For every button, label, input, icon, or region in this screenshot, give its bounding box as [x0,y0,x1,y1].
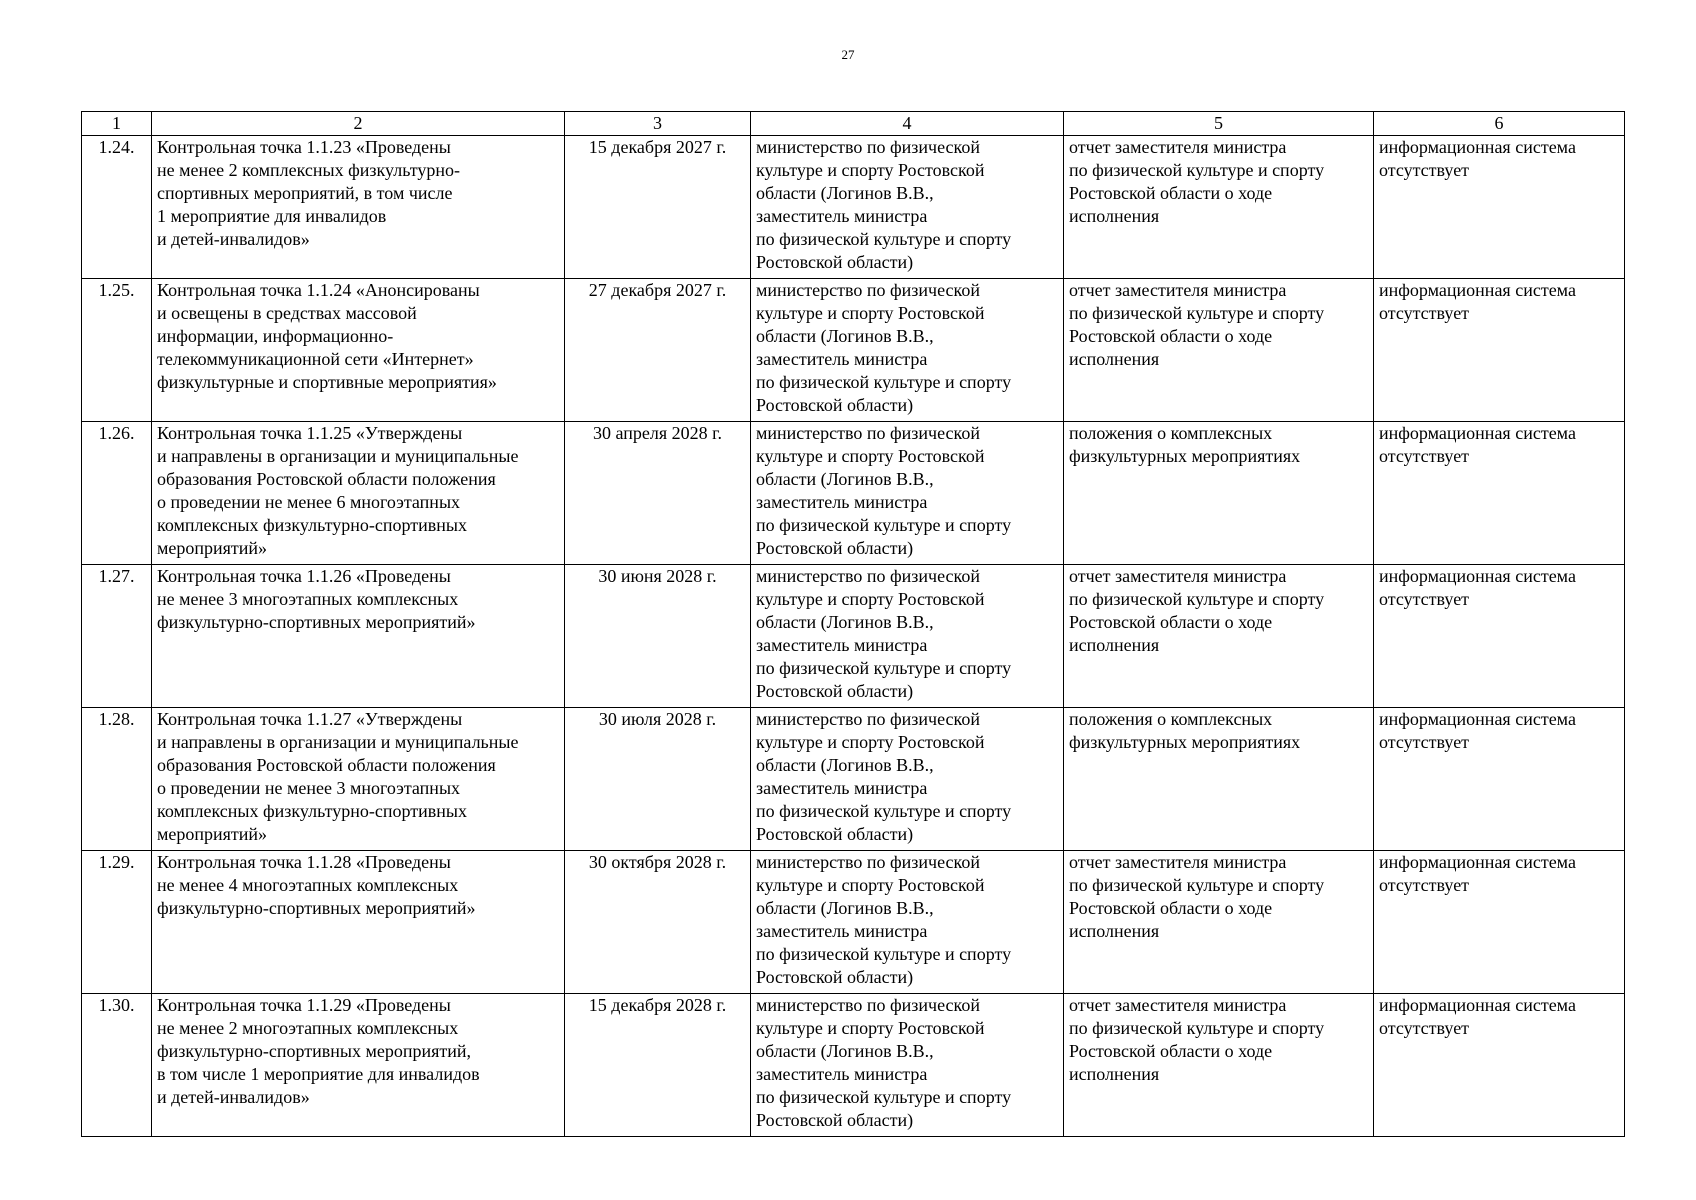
control-point-cell: Контрольная точка 1.1.27 «Утверждены и направлены в организации и муниципальные образования Ростовской области положения о проведении не менее 3 многоэтапных комплексных физкультурно-спортивных мероприятий» [152,708,565,851]
table-row [82,136,1625,279]
information-system-cell: информационная система отсутствует [1374,994,1625,1137]
responsible-cell: министерство по физической культуре и спорту Ростовской области (Логинов В.В., заместитель министра по физической культуре и спорту Ростовской области) [751,851,1064,994]
confirming-document-cell: отчет заместителя министра по физической культуре и спорту Ростовской области о ходе исполнения [1064,279,1374,422]
information-system-cell: информационная система отсутствует [1374,136,1625,279]
control-point-cell: Контрольная точка 1.1.25 «Утверждены и направлены в организации и муниципальные образования Ростовской области положения о проведении не менее 6 многоэтапных комплексных физкультурно-спортивных мероприятий» [152,422,565,565]
confirming-document-cell: отчет заместителя министра по физической культуре и спорту Ростовской области о ходе исполнения [1064,851,1374,994]
responsible-cell: министерство по физической культуре и спорту Ростовской области (Логинов В.В., заместитель министра по физической культуре и спорту Ростовской области) [751,422,1064,565]
deadline-cell: 15 декабря 2028 г. [565,994,751,1137]
responsible-cell: министерство по физической культуре и спорту Ростовской области (Логинов В.В., заместитель министра по физической культуре и спорту Ростовской области) [751,136,1064,279]
control-point-cell: Контрольная точка 1.1.23 «Проведены не менее 2 комплексных физкультурно- спортивных мероприятий, в том числе 1 мероприятие для инвалидов и детей-инвалидов» [152,136,565,279]
row-number-cell: 1.27. [82,565,152,708]
control-point-cell: Контрольная точка 1.1.24 «Анонсированы и освещены в средствах массовой информации, информационно- телекоммуникационной сети «Интернет» физкультурные и спортивные мероприятия» [152,279,565,422]
table-row [82,851,1625,994]
confirming-document-cell: положения о комплексных физкультурных мероприятиях [1064,422,1374,565]
table-row [82,994,1625,1137]
responsible-cell: министерство по физической культуре и спорту Ростовской области (Логинов В.В., заместитель министра по физической культуре и спорту Ростовской области) [751,279,1064,422]
control-point-cell: Контрольная точка 1.1.29 «Проведены не менее 2 многоэтапных комплексных физкультурно-спортивных мероприятий, в том числе 1 мероприятие для инвалидов и детей-инвалидов» [152,994,565,1137]
page-number: 27 [841,47,855,62]
confirming-document-cell: отчет заместителя министра по физической культуре и спорту Ростовской области о ходе исполнения [1064,565,1374,708]
column-header: 3 [565,112,751,136]
confirming-document-cell: положения о комплексных физкультурных мероприятиях [1064,708,1374,851]
information-system-cell: информационная система отсутствует [1374,565,1625,708]
deadline-cell: 15 декабря 2027 г. [565,136,751,279]
confirming-document-cell: отчет заместителя министра по физической культуре и спорту Ростовской области о ходе исполнения [1064,136,1374,279]
control-points-table [81,111,1625,1137]
responsible-cell: министерство по физической культуре и спорту Ростовской области (Логинов В.В., заместитель министра по физической культуре и спорту Ростовской области) [751,565,1064,708]
deadline-cell: 30 октября 2028 г. [565,851,751,994]
control-point-cell: Контрольная точка 1.1.28 «Проведены не менее 4 многоэтапных комплексных физкультурно-спортивных мероприятий» [152,851,565,994]
row-number-cell: 1.26. [82,422,152,565]
deadline-cell: 30 апреля 2028 г. [565,422,751,565]
table-row [82,565,1625,708]
row-number-cell: 1.30. [82,994,152,1137]
row-number-cell: 1.29. [82,851,152,994]
control-point-cell: Контрольная точка 1.1.26 «Проведены не менее 3 многоэтапных комплексных физкультурно-спортивных мероприятий» [152,565,565,708]
deadline-cell: 27 декабря 2027 г. [565,279,751,422]
deadline-cell: 30 июля 2028 г. [565,708,751,851]
responsible-cell: министерство по физической культуре и спорту Ростовской области (Логинов В.В., заместитель министра по физической культуре и спорту Ростовской области) [751,708,1064,851]
table-row [82,708,1625,851]
information-system-cell: информационная система отсутствует [1374,708,1625,851]
row-number-cell: 1.25. [82,279,152,422]
information-system-cell: информационная система отсутствует [1374,279,1625,422]
column-header: 4 [751,112,1064,136]
table-row [82,422,1625,565]
confirming-document-cell: отчет заместителя министра по физической культуре и спорту Ростовской области о ходе исполнения [1064,994,1374,1137]
table-row [82,279,1625,422]
row-number-cell: 1.24. [82,136,152,279]
column-header: 2 [152,112,565,136]
table-header-row [82,112,1625,136]
deadline-cell: 30 июня 2028 г. [565,565,751,708]
responsible-cell: министерство по физической культуре и спорту Ростовской области (Логинов В.В., заместитель министра по физической культуре и спорту Ростовской области) [751,994,1064,1137]
column-header: 1 [82,112,152,136]
column-header: 6 [1374,112,1625,136]
column-header: 5 [1064,112,1374,136]
information-system-cell: информационная система отсутствует [1374,851,1625,994]
row-number-cell: 1.28. [82,708,152,851]
information-system-cell: информационная система отсутствует [1374,422,1625,565]
